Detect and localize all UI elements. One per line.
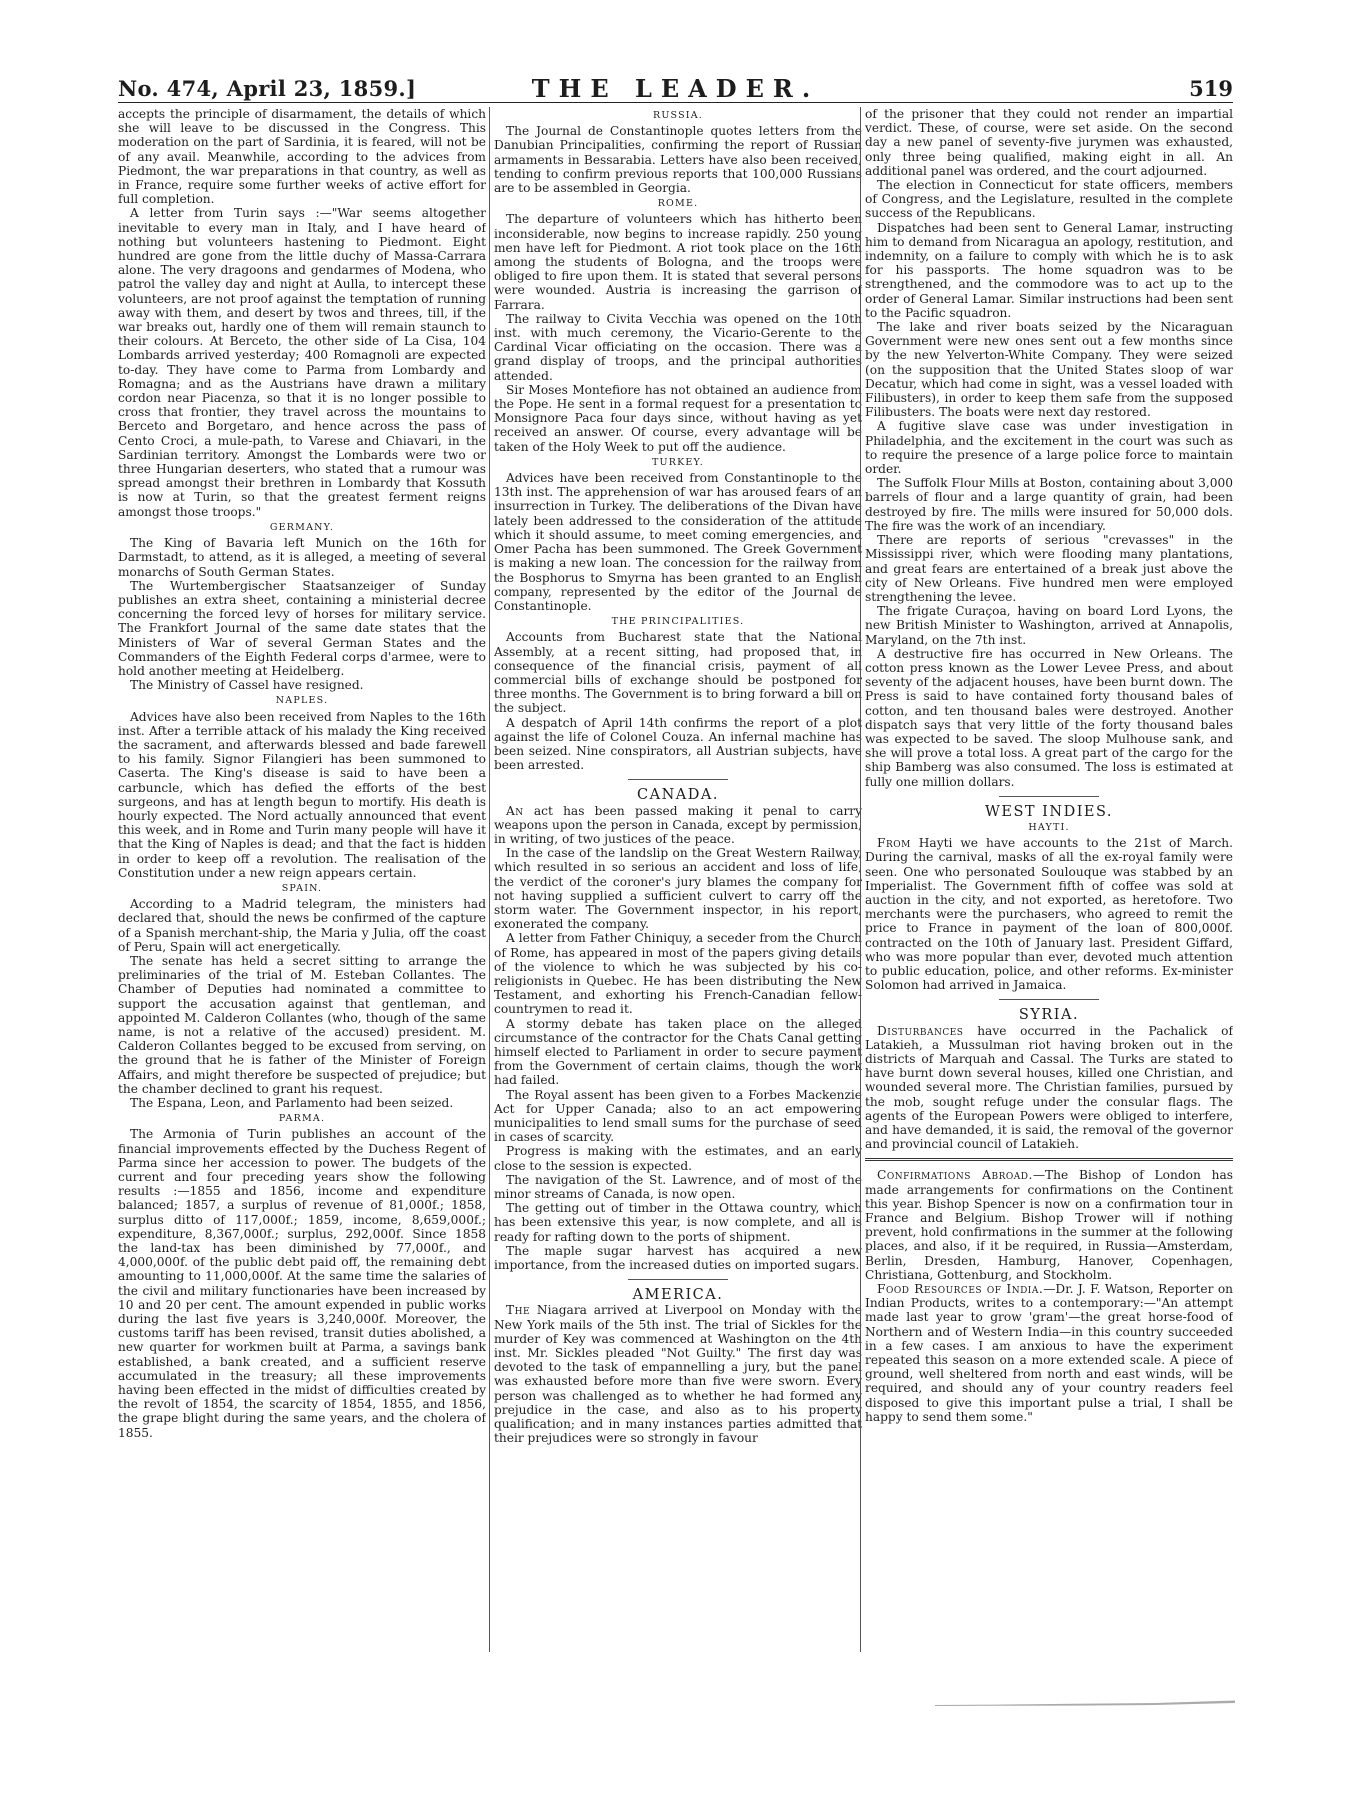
- section-rule: [628, 779, 728, 780]
- article-paragraph: A letter from Father Chiniquy, a seceder from the Church of Rome, has appeared in most of the papers giving details of the violence to which he was subjected by his co-religionists in Quebec. He has been distributing the New Testament, and exhorting his French-Canadian fellow-countrymen to read it.: [494, 931, 862, 1017]
- paragraph-text: —The Bishop of London has made arrangements for confirmations on the Continent this year. Bishop Spencer is now on a confirmation tour in France and Belgium. Bishop Trower will if nothing prevent, hold confirmations in the summer at the following places, and also, if it be required, in Russia—Amsterdam, Berlin, Dresden, Hamburg, Hanover, Copenhagen, Christiana, Gottenburg, and Stockholm.: [865, 1168, 1233, 1282]
- article-paragraph: A destructive fire has occurred in New Orleans. The cotton press known as the Lower Levee Press, and about seventy of the adjacent houses, have been burnt down. The Press is said to have contained forty thousand bales of cotton, and ten thousand bales were destroyed. Another dispatch says that very little of the forty thousand bales was expected to be saved. The sloop Mulhouse sank, and she will prove a total loss. A great part of the cargo for the ship Bamberg was also consumed. The loss is estimated at fully one million dollars.: [865, 646, 1233, 789]
- subheading-rome: ROME.: [657, 198, 699, 210]
- article-paragraph: The Ministry of Cassel have resigned.: [130, 678, 364, 693]
- article-paragraph: The railway to Civita Vecchia was opened on the 10th inst. with much ceremony, the Vicario-Gerente to the Cardinal Vicar officiating on the occasion. There was a grand display of troops, and the principal authorities attended.: [494, 311, 862, 383]
- lead-in-caps: Confirmations Abroad.: [877, 1168, 1033, 1183]
- column-1: [118, 107, 486, 1647]
- article-paragraph: The senate has held a secret sitting to arrange the preliminaries of the trial of M. Esteban Collantes. The Chamber of Deputies had nominated a committee to support the accusation against that gentleman, and appointed M. Calderon Collantes (who, though of the same name, is not a relative of the accused) president. M. Calderon Collantes begged to be excused from serving, on the ground that he is father of the Minister of Foreign Affairs, and might therefore be suspected of prejudice; but the chamber declined to grant his request.: [118, 953, 486, 1096]
- page-number: 519: [1189, 76, 1233, 101]
- article-paragraph: Accounts from Bucharest state that the National Assembly, at a recent sitting, had proposed that, in consequence of the financial crisis, payment of all commercial bills of exchange should be postponed for three months. The Government is to bring forward a bill on the subject.: [494, 630, 862, 716]
- article-paragraph: A stormy debate has taken place on the alleged circumstance of the contractor for the Chats Canal getting himself elected to Parliament in order to secure payment from the Government of certain claims, though the work had failed.: [494, 1016, 862, 1088]
- subheading-germany: GERMANY.: [269, 521, 335, 533]
- subheading-turkey: TURKEY.: [652, 456, 704, 468]
- subheading-naples: NAPLES.: [275, 695, 329, 707]
- article-paragraph: Advices have also been received from Naples to the 16th inst. After a terrible attack of his malady the King received the sacrament, and afterwards blessed and bade farewell to his family. Signor Filangieri has been summoned to Caserta. The King's disease is said to have been a carbuncle, which has defied the efforts of the best surgeons, and has at length begun to mortify. His death is hourly expected. The Nord actually announced that event this week, and in Rome and Turin many people will have it that the King of Naples is dead; and that the fact is hidden in order to keep off a revolution. The realisation of the Constitution under a new reign appears certain.: [118, 709, 486, 880]
- section-rule: [628, 1279, 728, 1280]
- article-paragraph: The frigate Curaçoa, having on board Lord Lyons, the new British Minister to Washington, arrived at Annapolis, Maryland, on the 7th inst.: [865, 604, 1233, 647]
- paragraph-text: —Dr. J. F. Watson, Reporter on Indian Products, writes to a contemporary:—"An attempt made last year to grow 'gram'—the great horse-food of Northern and of Western India—in this country succeeded in a few cases. I am anxious to have the experiment repeated this season on a more extended scale. A piece of ground, well sheltered from north and east winds, will be required, and should any of your country readers feel disposed to give this important pulse a trial, I shall be happy to send them some.": [865, 1282, 1233, 1424]
- article-paragraph: accepts the principle of disarmament, the details of which she will leave to be discussed in the Congress. This moderation on the part of Sardinia, it is feared, will not be of any avail. Meanwhile, according to the advices from Piedmont, the war preparations in that country, as well as in France, require some further weeks of active effort for full completion.: [118, 107, 486, 207]
- section-heading-canada: CANADA.: [637, 787, 719, 804]
- article-paragraph: The Journal de Constantinople quotes letters from the Danubian Principalities, confirming the report of Russian armaments in Bessarabia. Letters have also been received, tending to confirm previous reports that 100,000 Russians are to be assembled in Georgia.: [494, 124, 862, 196]
- article-paragraph: A fugitive slave case was under investigation in Philadelphia, and the excitement in the court was such as to require the presence of a large police force to maintain order.: [865, 419, 1233, 477]
- print-smudge: [935, 1700, 1235, 1706]
- newspaper-title: THE LEADER.: [531, 74, 820, 103]
- article-paragraph: The lake and river boats seized by the Nicaraguan Government were new ones sent out a few months since by the new Yelverton-White Company. They were seized (on the supposition that the United States sloop of war Decatur, which had come in sight, was a vessel loaded with Filibusters), in order to keep them safe from the supposed Filibusters. The boats were next day restored.: [865, 320, 1233, 420]
- article-paragraph: [865, 1168, 1233, 1282]
- subheading-hayti: HAYTI.: [1028, 821, 1070, 833]
- masthead: [118, 72, 1233, 103]
- lead-in-caps: An: [506, 803, 524, 818]
- column-3: [865, 107, 1233, 1647]
- article-paragraph: The Royal assent has been given to a Forbes Mackenzie Act for Upper Canada; also to an act empowering municipalities to lend small sums for the purchase of seed in cases of scarcity.: [494, 1087, 862, 1145]
- article-paragraph: The Espana, Leon, and Parlamento had been seized.: [130, 1096, 454, 1111]
- column-2: [494, 107, 862, 1647]
- section-heading-syria: SYRIA.: [1018, 1007, 1080, 1024]
- issue-date: No. 474, April 23, 1859.]: [118, 76, 417, 101]
- article-paragraph: The King of Bavaria left Munich on the 16th for Darmstadt, to attend, as it is alleged, a meeting of several monarchs of South German States.: [118, 536, 486, 579]
- article-paragraph: Advices have been received from Constantinople to the 13th inst. The apprehension of war has aroused fears of an insurrection in Turkey. The deliberations of the Divan have lately been addressed to the consideration of the attitude which it should assume, to meet coming emergencies, and Omer Pacha has been summoned. The Greek Government is making a new loan. The concession for the railway from the Bosphorus to Smyrna has been granted to an English company, represented by the editor of the Journal de Constantinople.: [494, 471, 862, 613]
- article-paragraph: There are reports of serious "crevasses" in the Mississippi river, which were flooding many plantations, and great fears are entertained of a break just above the city of New Orleans. Five hundred men were employed strengthening the levee.: [865, 533, 1233, 604]
- section-rule: [999, 999, 1099, 1000]
- article-paragraph: of the prisoner that they could not render an impartial verdict. These, of course, were set aside. On the second day a new panel of seventy-five jurymen was exhausted, only three being qualified, making eight in all. An additional panel was ordered, and the court adjourned.: [865, 107, 1233, 178]
- article-paragraph: The departure of volunteers which has hitherto been inconsiderable, now begins to increase rapidly. 250 young men have left for Piedmont. A riot took place on the 16th among the students of Bologna, and the troops were obliged to fire upon them. It is stated that several persons were wounded. Austria is increasing the garrison of Farrara.: [494, 212, 862, 312]
- article-paragraph: [865, 1024, 1233, 1152]
- article-paragraph: The getting out of timber in the Ottawa country, which has been extensive this year, is now complete, and all is ready for rafting down to the ports of shipment.: [494, 1201, 862, 1244]
- subheading-russia: RUSSIA.: [652, 110, 704, 121]
- lead-in-caps: From: [877, 836, 911, 851]
- article-paragraph: [865, 1282, 1233, 1424]
- article-paragraph: In the case of the landslip on the Great Western Railway, which resulted in so serious an accident and loss of life, the verdict of the coroner's jury blames the company for not having supplied a sufficient culvert to carry off the storm water. The Government inspector, in his report, exonerated the company.: [494, 846, 862, 932]
- article-paragraph: According to a Madrid telegram, the ministers had declared that, should the news be confirmed of the capture of a Spanish merchant-ship, the Maria y Julia, off the coast of Peru, Spain will act energetically.: [118, 897, 486, 954]
- section-heading-west-indies: WEST INDIES.: [984, 803, 1114, 820]
- paragraph-text: Hayti we have accounts to the 21st of March. During the carnival, masks of all the ex-royal family were seen. One who personated Soulouque was stabbed by an Imperialist. The Government fifth of coffee was sold at auction in the city, and not exported, as heretofore. Two merchants were the purchasers, who agreed to remit the price to France in payment of the loan of 800,000f. contracted on the 10th of January last. President Giffard, who was more popular than ever, devoted much attention to public education, police, and other reforms. Ex-minister Solomon had arrived in Jamaica.: [865, 836, 1233, 993]
- paragraph-text: Niagara arrived at Liverpool on Monday with the New York mails of the 5th inst. The trial of Sickles for the murder of Key was commenced at Washington on the 4th inst. Mr. Sickles pleaded "Not Guilty." The first day was devoted to the task of empannelling a jury, but the panel was exhausted before more than five were sworn. Every person was challenged as to whether he had formed any prejudice in the case, and also as to his property qualification; and in many instances parties admitted that their prejudices were so strongly in favour: [494, 1303, 862, 1446]
- article-paragraph: [865, 836, 1233, 992]
- article-paragraph: The Wurtembergischer Staatsanzeiger of Sunday publishes an extra sheet, containing a ministerial decree concerning the forced levy of horses for military service. The Frankfort Journal of the same date states that the Ministers of War of several German States and the Commanders of the Eighth Federal corps d'armee, were to hold another meeting at Heidelberg.: [118, 578, 486, 678]
- article-paragraph: The election in Connecticut for state officers, members of Congress, and the Legislature, resulted in the complete success of the Republicans.: [865, 178, 1233, 221]
- article-paragraph: [494, 1303, 862, 1445]
- subheading-spain: SPAIN.: [281, 882, 323, 894]
- subheading-the-principalities: THE PRINCIPALITIES.: [611, 616, 745, 628]
- article-paragraph: The navigation of the St. Lawrence, and of most of the minor streams of Canada, is now open.: [494, 1172, 862, 1202]
- article-paragraph: Dispatches had been sent to General Lamar, instructing him to demand from Nicaragua an apology, restitution, and indemnity, on a failure to comply with which he is to ask for his passports. The home squadron was to be strengthened, and the commodore was to act up to the order of General Lamar. Similar instructions had been sent to the Pacific squadron.: [865, 220, 1233, 320]
- article-paragraph: A letter from Turin says :—"War seems altogether inevitable to every man in Italy, and I have heard of nothing but volunteers hastening to Piedmont. Eight hundred are gone from the little duchy of Massa-Carrara alone. The very dragoons and gendarmes of Modena, who patrol the valley day and night at Aulla, to intercept these volunteers, are not proof against the temptation of running away with them, and desert by twos and threes, till, if the war breaks out, hardly one of them will remain staunch to their colours. At Berceto, the other side of La Cisa, 104 Lombards arrived yesterday; 400 Romagnoli are expected to-day. They have come to Parma from Lombardy and Romagna; and as the Austrians have drawn a military cordon near Piacenza, so that it is no longer possible to cross that frontier, they travel across the mountains to Berceto and Borgetaro, and hence across the pass of Cento Croci, a mule-path, to Varese and Chiavari, in the Sardinian territory. Amongst the Lombards were two or three Hungarian deserters, who stated that a rumour was spread amongst their brethren in Lombardy that Kossuth is now at Turin, so that the greatest ferment reigns amongst those troops.": [118, 206, 486, 519]
- article-paragraph: Sir Moses Montefiore has not obtained an audience from the Pope. He sent in a formal request for a presentation to Monsignore Paca four days since, without having as yet received an answer. Of course, every advantage will be taken of the Holy Week to put off the audience.: [494, 382, 862, 454]
- lead-in-caps: The: [506, 1303, 531, 1318]
- column-divider: [489, 107, 490, 1652]
- subheading-parma: PARMA.: [278, 1113, 326, 1125]
- lead-in-caps: Disturbances: [877, 1023, 964, 1038]
- section-rule: [999, 796, 1099, 797]
- paragraph-text: have occurred in the Pachalick of Latakieh, a Mussulman riot having broken out in the districts of Marquah and Cassal. The Turks are stated to have burnt down several houses, killed one Christian, and wounded several more. The Christian families, pursued by the mob, sought refuge under the consular flags. The agents of the European Powers were obliged to interfere, and have demanded, it is said, the removal of the governor and provincial council of Latakieh.: [865, 1023, 1233, 1152]
- lead-in-caps: Food Resources of India.: [877, 1282, 1044, 1297]
- article-paragraph: A despatch of April 14th confirms the report of a plot against the life of Colonel Couza. An infernal machine has been seized. Nine conspirators, all Austrian subjects, have been arrested.: [494, 715, 862, 773]
- paragraph-text: act has been passed making it penal to carry weapons upon the person in Canada, except by permission, in writing, of two justices of the peace.: [494, 803, 862, 846]
- article-paragraph: The Suffolk Flour Mills at Boston, containing about 3,000 barrels of flour and a large quantity of grain, had been destroyed by fire. The mills were insured for 50,000 dols. The fire was the work of an incendiary.: [865, 476, 1233, 533]
- section-double-rule: [865, 1158, 1233, 1161]
- article-paragraph: The maple sugar harvest has acquired a new importance, from the increased duties on imported sugars.: [494, 1243, 862, 1273]
- section-heading-america: AMERICA.: [632, 1287, 724, 1304]
- article-paragraph: The Armonia of Turin publishes an account of the financial improvements effected by the Duchess Regent of Parma since her accession to power. The budgets of the current and four preceding years show the following results :—1855 and 1856, income and expenditure balanced; 1857, a surplus of revenue of 81,000f.; 1858, surplus ditto of 117,000f.; 1859, income, 8,659,000f.; expenditure, 8,367,000f.; surplus, 292,000f. Since 1858 the land-tax has been diminished by 77,000f., and 4,000,000f. of the public debt paid off, the remaining debt amounting to 11,000,000f. At the same time the salaries of the civil and military functionaries have been increased by 10 and 20 per cent. The amount expended in public works during the last five years is 3,240,000f. Moreover, the customs tariff has been revised, transit duties abolished, a new quarter for workmen built at Parma, a savings bank established, a bank created, and a sufficient reserve accumulated in the treasury; all these improvements having been effected in the midst of difficulties created by the revolt of 1854, the scarcity of 1854, 1855, and 1856, the grape blight during the same years, and the cholera of 1855.: [118, 1127, 486, 1440]
- article-paragraph: Progress is making with the estimates, and an early close to the session is expected.: [494, 1144, 862, 1173]
- article-paragraph: [494, 804, 862, 847]
- column-divider: [860, 107, 861, 1652]
